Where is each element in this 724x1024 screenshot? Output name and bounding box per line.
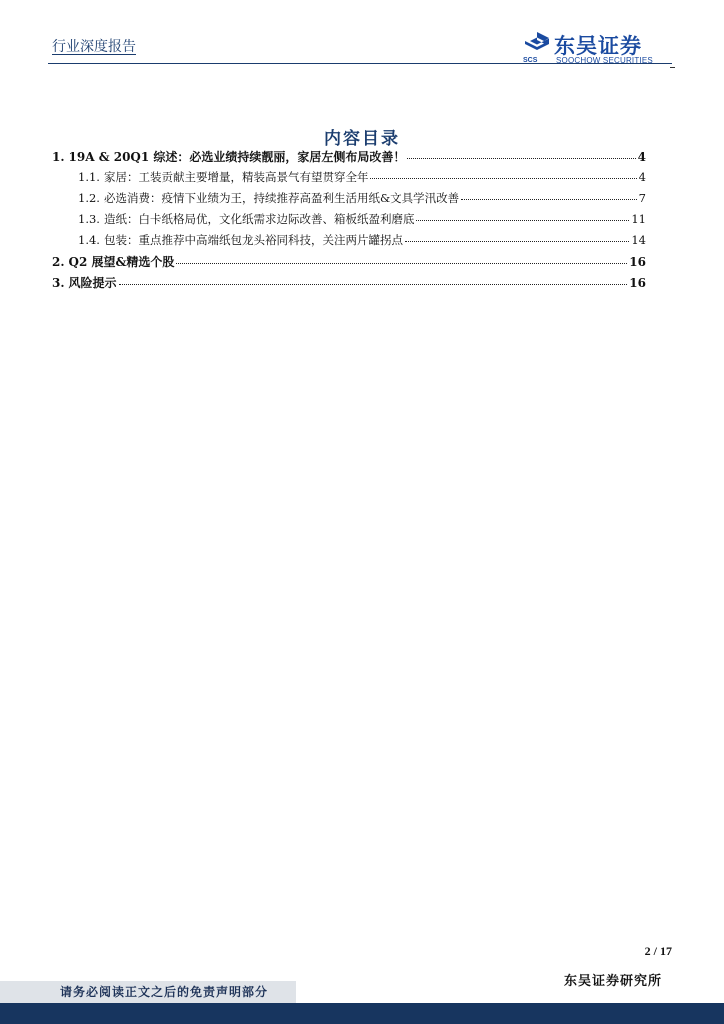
footer-bar [0,1003,724,1024]
toc-entry-number: 1.3. [78,212,100,226]
toc-entry-text: 必选消费：疫情下业绩为王，持续推荐高盈利生活用纸&文具学汛改善 [103,191,460,205]
toc-leader-dots [407,148,635,159]
toc-leader-dots [416,211,629,221]
logo-mark-icon [522,30,552,56]
toc-entry-page: 11 [631,212,646,226]
toc-entry-text: 19A & 20Q1 综述：必选业绩持续靓丽，家居左侧布局改善！ [68,150,406,164]
toc-entry-text: 造纸：白卡纸格局优，文化纸需求边际改善、箱板纸盈利磨底 [103,212,415,226]
toc-entry-page: 14 [631,233,646,247]
toc-leader-dots [370,169,636,179]
toc-entry-page: 16 [629,255,646,269]
toc-entry-text: 风险提示 [68,276,117,290]
toc-entry[interactable] [52,232,646,253]
toc-entry[interactable] [52,211,646,232]
toc-leader-dots [461,190,636,200]
page-number: 2 / 17 [644,944,672,958]
toc-entry[interactable] [52,253,646,274]
toc-entry-page: 7 [638,191,646,205]
report-category: 行业深度报告 [52,39,136,55]
toc-entry-number: 1.4. [78,233,100,247]
toc-entry-text: 家居：工装贡献主要增量，精装高景气有望贯穿全年 [103,170,369,184]
logo-abbreviation: SCS [523,57,538,64]
toc-entry-text: Q2 展望&精选个股 [68,255,175,269]
toc-entry-page: 4 [637,150,646,164]
toc-title: 内容目录 [324,129,400,149]
toc-entry-number: 1.1. [78,170,100,184]
toc-leader-dots [176,253,627,264]
toc-entry[interactable] [52,274,646,295]
table-of-contents [52,148,646,295]
toc-entry-number: 3. [52,276,65,290]
header-divider [48,63,672,64]
logo-english-name: SOOCHOW SECURITIES [556,56,653,65]
toc-entry[interactable] [52,169,646,190]
toc-leader-dots [119,274,628,285]
toc-entry[interactable] [52,148,646,169]
toc-entry-number: 2. [52,255,65,269]
toc-entry-number: 1. [52,150,65,164]
toc-entry-page: 4 [638,170,646,184]
toc-entry-page: 16 [629,276,646,290]
toc-entry-text: 包装：重点推荐中高端纸包龙头裕同科技，关注两片罐拐点 [103,233,403,247]
toc-leader-dots [405,232,629,242]
footer-disclaimer: 请务必阅读正文之后的免责声明部分 [0,981,296,1003]
toc-entry-number: 1.2. [78,191,100,205]
footer-organization: 东吴证券研究所 [563,974,662,989]
logo-chinese-name: 东吴证券 [554,34,642,58]
header-tick-mark [670,67,675,68]
toc-entry[interactable] [52,190,646,211]
